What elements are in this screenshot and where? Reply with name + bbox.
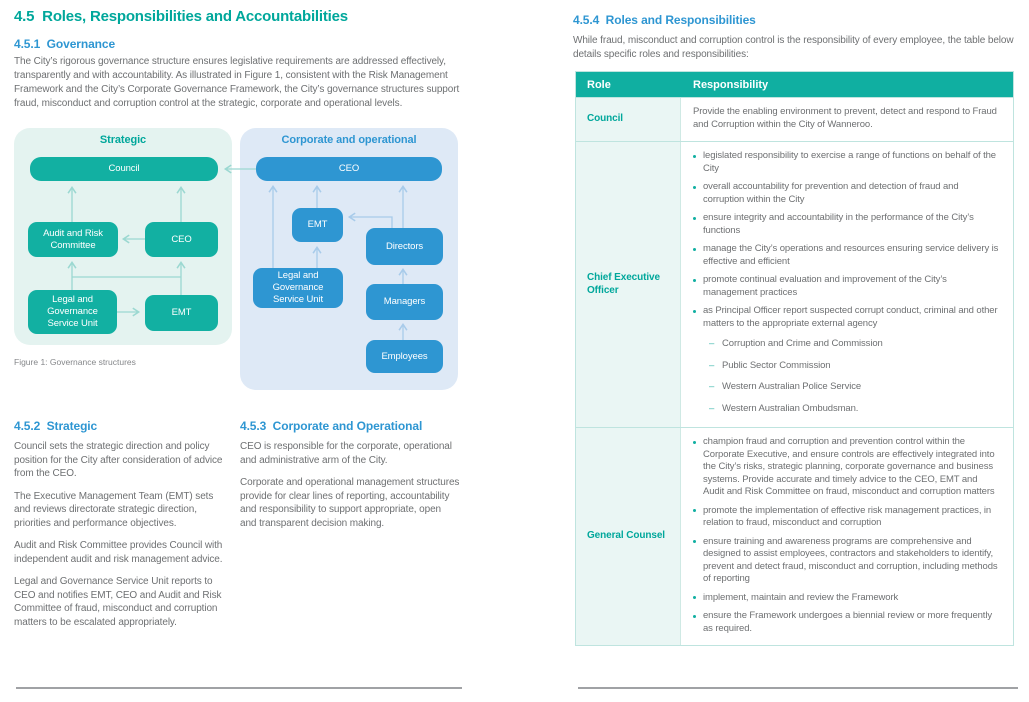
sub-bullet-text: Corruption and Crime and Commission — [722, 338, 883, 349]
dash-marker: – — [709, 381, 715, 392]
table-header-row — [576, 72, 1013, 97]
sub-bullet-text: Western Australian Ombudsman. — [722, 402, 859, 414]
bullet-text: overall accountability for prevention and detection of fraud and corruption within the City — [703, 181, 959, 205]
node-legal-governance-strategic: Legal and Governance Service Unit — [28, 290, 117, 334]
sub-list-item — [709, 381, 999, 394]
paragraph: CEO is responsible for the corporate, operational and administrative arm of the City. — [240, 441, 452, 466]
list-item — [693, 536, 999, 586]
bullet-marker — [693, 505, 703, 530]
dash-marker: – — [709, 359, 715, 371]
section-4-5-2-heading: 4.5.2 Strategic — [14, 419, 98, 433]
list-item — [693, 592, 999, 605]
figure-caption: Figure 1: Governance structures — [14, 357, 136, 367]
role-cell: Chief Executive Officer — [576, 142, 681, 427]
role-cell: General Counsel — [576, 428, 681, 645]
node-employees: Employees — [366, 340, 443, 373]
sub-list-item — [709, 403, 999, 416]
node-managers: Managers — [366, 284, 443, 320]
node-emt-strategic: EMT — [145, 295, 218, 331]
bullet-marker — [693, 610, 703, 635]
list-item — [693, 212, 999, 237]
paragraph: The Executive Management Team (EMT) sets and reviews directorate strategic direction, priorities and performance objectives. — [14, 490, 214, 529]
strategic-paragraphs — [14, 440, 229, 629]
sub-list-item — [709, 360, 999, 373]
responsibility-cell — [681, 98, 1013, 141]
responsibility-text: Provide the enabling environment to prevent, detect and respond to Fraud and Corruption within the City of Wanneroo. — [693, 106, 997, 130]
node-emt-corporate: EMT — [292, 208, 343, 242]
table-row-ceo — [576, 141, 1013, 427]
sub-bullet-text: Western Australian Police Service — [722, 381, 862, 392]
bullet-text: manage the City’s operations and resources ensuring service delivery is effective and efficient — [703, 243, 999, 267]
paragraph: Legal and Governance Service Unit reports to CEO and notifies EMT, CEO and Audit and Risk Committee of fraud, misconduct and corruption matters to be escalated appropriately. — [14, 576, 222, 628]
bullet-marker — [693, 592, 703, 605]
list-item — [693, 305, 999, 330]
roles-responsibilities-table — [575, 71, 1014, 646]
bullet-marker — [693, 305, 703, 330]
bullet-marker — [693, 212, 703, 237]
bullet-text: ensure training and awareness programs are comprehensive and designed to assist employees, contractors and stakeholders to identify, prevent and detect fraud, misconduct and corruption, including methods of reporting — [703, 535, 998, 584]
table-row-general-counsel — [576, 427, 1013, 645]
responsibility-cell — [681, 428, 1013, 645]
list-item — [693, 150, 999, 175]
node-directors: Directors — [366, 228, 443, 265]
bullet-text: promote continual evaluation and improvement of the City’s management practices — [703, 274, 947, 298]
bullet-marker — [693, 181, 703, 206]
dash-marker: – — [709, 338, 715, 349]
column-header-responsibility: Responsibility — [693, 78, 769, 91]
section-4-5-3-heading: 4.5.3 Corporate and Operational — [240, 419, 423, 433]
roles-intro-paragraph: While fraud, misconduct and corruption control is the responsibility of every employee, the table below details specific roles and responsibilities: — [573, 35, 1014, 60]
node-audit-risk-committee: Audit and Risk Committee — [28, 222, 118, 257]
bullet-text: legislated responsibility to exercise a range of functions on behalf of the City — [703, 150, 996, 174]
node-ceo-corporate: CEO — [256, 157, 442, 181]
bullet-text: as Principal Officer report suspected corrupt conduct, criminal and other matters to the appropriate external agency — [703, 305, 998, 329]
bullet-marker — [693, 150, 703, 175]
bullet-text: promote the implementation of effective risk management practices, in relation to fraud, misconduct and corruption — [703, 504, 992, 528]
column-header-role: Role — [587, 78, 611, 91]
footer-rule-left — [16, 687, 462, 689]
bullet-marker — [693, 436, 703, 499]
list-item — [693, 436, 999, 499]
list-item — [693, 181, 999, 206]
paragraph: Corporate and operational management structures provide for clear lines of reporting, accountability and responsibility to support appropriate, open and transparent decision making. — [240, 477, 460, 529]
node-legal-governance-corporate: Legal and Governance Service Unit — [253, 268, 343, 308]
bullet-text: implement, maintain and review the Framework — [703, 591, 899, 603]
list-item — [693, 243, 999, 268]
corporate-paragraphs — [240, 440, 460, 530]
sub-bullet-text: Public Sector Commission — [722, 359, 831, 371]
footer-rule-right — [578, 687, 1018, 689]
node-ceo-strategic: CEO — [145, 222, 218, 257]
sub-list-item — [709, 338, 999, 351]
bullet-marker — [693, 274, 703, 299]
bullet-text: champion fraud and corruption and prevention control within the Corporate Executive, and ensure controls are effectively integrated into the City’s risks, strategic planning, corporate governance and business systems. Provide accurate and timely advice to the CEO, EMT and Audit and Risk Committee on fraud, misconduct and corruption matters — [703, 436, 995, 497]
bullet-text: ensure the Framework undergoes a biennial review or more frequently as required. — [703, 610, 993, 634]
paragraph: Council sets the strategic direction and policy position for the City after consideration of advice from the CEO. — [14, 441, 223, 479]
strategic-panel-title: Strategic — [99, 134, 147, 146]
section-4-5-1-heading: 4.5.1 Governance — [14, 37, 116, 51]
list-item — [693, 610, 999, 635]
role-cell: Council — [576, 98, 681, 141]
list-item — [693, 274, 999, 299]
node-council: Council — [30, 157, 218, 181]
governance-paragraph: The City’s rigorous governance structure ensures legislative requirements are addressed effectively, transparently and with accountability. As illustrated in Figure 1, consistent with the Risk Management Framework and the City’s Corporate Governance Framework, the City’s governance structures support fraud, misconduct and corruption control at the strategic, corporate and operational levels. — [14, 56, 460, 109]
bullet-text: ensure integrity and accountability in the performance of the City’s functions — [703, 212, 974, 236]
list-item — [693, 505, 999, 530]
corporate-panel-title: Corporate and operational — [281, 134, 417, 146]
table-row-council — [576, 97, 1013, 141]
paragraph: Audit and Risk Committee provides Council with independent audit and risk management advice. — [14, 540, 223, 565]
dash-marker: – — [709, 402, 715, 414]
bullet-marker — [693, 243, 703, 268]
section-4-5-heading: 4.5 Roles, Responsibilities and Accountabilities — [14, 8, 348, 25]
section-4-5-4-heading: 4.5.4 Roles and Responsibilities — [573, 13, 756, 27]
bullet-marker — [693, 536, 703, 586]
responsibility-cell — [681, 142, 1013, 427]
